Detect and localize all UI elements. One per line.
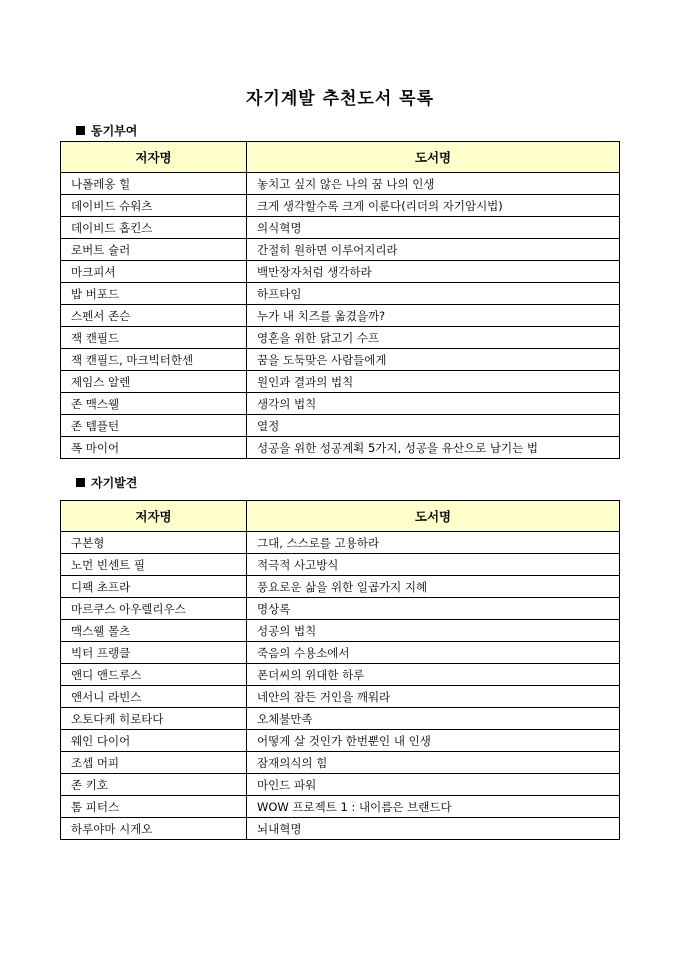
author-cell: 잭 캔필드	[61, 327, 247, 349]
book-title-cell: 적극적 사고방식	[247, 554, 620, 576]
table-row	[61, 576, 620, 598]
table-row	[61, 818, 620, 840]
table-row	[61, 686, 620, 708]
self-discovery-table	[60, 500, 620, 840]
book-title-cell: 원인과 결과의 법칙	[247, 371, 620, 393]
author-cell: 잭 캔필드, 마크빅터한센	[61, 349, 247, 371]
table-row	[61, 327, 620, 349]
author-cell: 빅터 프랭클	[61, 642, 247, 664]
book-title-cell: 그대, 스스로를 고용하라	[247, 532, 620, 554]
author-cell: 하루야마 시게오	[61, 818, 247, 840]
book-title-cell: 의식혁명	[247, 217, 620, 239]
book-title-cell: 명상록	[247, 598, 620, 620]
book-title-cell: 성공의 법칙	[247, 620, 620, 642]
table-row	[61, 217, 620, 239]
book-title-cell: WOW 프로젝트 1 : 내이름은 브랜드다	[247, 796, 620, 818]
table-row	[61, 774, 620, 796]
book-title-cell: 마인드 파워	[247, 774, 620, 796]
table-row	[61, 393, 620, 415]
author-cell: 스펜서 존슨	[61, 305, 247, 327]
table-row	[61, 239, 620, 261]
table-row	[61, 283, 620, 305]
book-title-cell: 어떻게 살 것인가 한번뿐인 내 인생	[247, 730, 620, 752]
book-title-cell: 간절히 원하면 이루어지리라	[247, 239, 620, 261]
author-cell: 데이비드 홉킨스	[61, 217, 247, 239]
table-row	[61, 554, 620, 576]
column-header-author: 저자명	[61, 142, 247, 173]
author-cell: 노먼 빈센트 필	[61, 554, 247, 576]
table-row	[61, 664, 620, 686]
author-cell: 맥스웰 몰츠	[61, 620, 247, 642]
author-cell: 웨인 다이어	[61, 730, 247, 752]
square-bullet-icon	[76, 126, 85, 135]
author-cell: 폭 마이어	[61, 437, 247, 459]
table-row	[61, 305, 620, 327]
book-title-cell: 열정	[247, 415, 620, 437]
book-title-cell: 크게 생각할수록 크게 이룬다(리더의 자기암시법)	[247, 195, 620, 217]
book-title-cell: 놓치고 싶지 않은 나의 꿈 나의 인생	[247, 173, 620, 195]
section-heading-label: 동기부여	[91, 124, 138, 138]
book-title-cell: 영혼을 위한 닭고기 수프	[247, 327, 620, 349]
book-title-cell: 생각의 법칙	[247, 393, 620, 415]
column-header-author: 저자명	[61, 501, 247, 532]
table-row	[61, 620, 620, 642]
author-cell: 로버트 슐러	[61, 239, 247, 261]
table-row	[61, 349, 620, 371]
author-cell: 마크피셔	[61, 261, 247, 283]
table-row	[61, 371, 620, 393]
section-heading-self-discovery	[76, 474, 137, 491]
book-title-cell: 잠재의식의 힘	[247, 752, 620, 774]
author-cell: 존 맥스웰	[61, 393, 247, 415]
table-row	[61, 195, 620, 217]
author-cell: 제임스 알렌	[61, 371, 247, 393]
book-title-cell: 폰더씨의 위대한 하루	[247, 664, 620, 686]
book-title-cell: 네안의 잠든 거인을 깨워라	[247, 686, 620, 708]
author-cell: 앤서니 라빈스	[61, 686, 247, 708]
column-header-book: 도서명	[247, 501, 620, 532]
book-title-cell: 누가 내 치즈를 옮겼을까?	[247, 305, 620, 327]
author-cell: 마르쿠스 아우렐리우스	[61, 598, 247, 620]
table-row	[61, 261, 620, 283]
square-bullet-icon	[76, 478, 85, 487]
author-cell: 조셉 머피	[61, 752, 247, 774]
author-cell: 오토다케 히로타다	[61, 708, 247, 730]
book-title-cell: 풍요로운 삶을 위한 일곱가지 지혜	[247, 576, 620, 598]
book-title-cell: 꿈을 도둑맞은 사람들에게	[247, 349, 620, 371]
author-cell: 디팩 초프라	[61, 576, 247, 598]
author-cell: 존 키호	[61, 774, 247, 796]
book-title-cell: 백만장자처럼 생각하라	[247, 261, 620, 283]
table-row	[61, 437, 620, 459]
author-cell: 밥 버포드	[61, 283, 247, 305]
motivation-table	[60, 141, 620, 459]
column-header-book: 도서명	[247, 142, 620, 173]
table-row	[61, 532, 620, 554]
table-header-row	[61, 501, 620, 532]
author-cell: 데이비드 슈워츠	[61, 195, 247, 217]
section-heading-motivation	[76, 122, 137, 139]
author-cell: 구본형	[61, 532, 247, 554]
author-cell: 존 템플턴	[61, 415, 247, 437]
table-row	[61, 796, 620, 818]
page-title: 자기계발 추천도서 목록	[245, 89, 435, 109]
book-title-cell: 오체불만족	[247, 708, 620, 730]
table-row	[61, 642, 620, 664]
author-cell: 톰 피터스	[61, 796, 247, 818]
book-title-cell: 죽음의 수용소에서	[247, 642, 620, 664]
book-title-cell: 뇌내혁명	[247, 818, 620, 840]
table-row	[61, 752, 620, 774]
author-cell: 앤디 앤드루스	[61, 664, 247, 686]
book-title-cell: 하프타임	[247, 283, 620, 305]
table-row	[61, 730, 620, 752]
table-row	[61, 708, 620, 730]
table-header-row	[61, 142, 620, 173]
table-row	[61, 598, 620, 620]
table-row	[61, 415, 620, 437]
table-row	[61, 173, 620, 195]
author-cell: 나폴레옹 힐	[61, 173, 247, 195]
section-heading-label: 자기발견	[91, 476, 138, 490]
book-title-cell: 성공을 위한 성공계획 5가지, 성공을 유산으로 남기는 법	[247, 437, 620, 459]
